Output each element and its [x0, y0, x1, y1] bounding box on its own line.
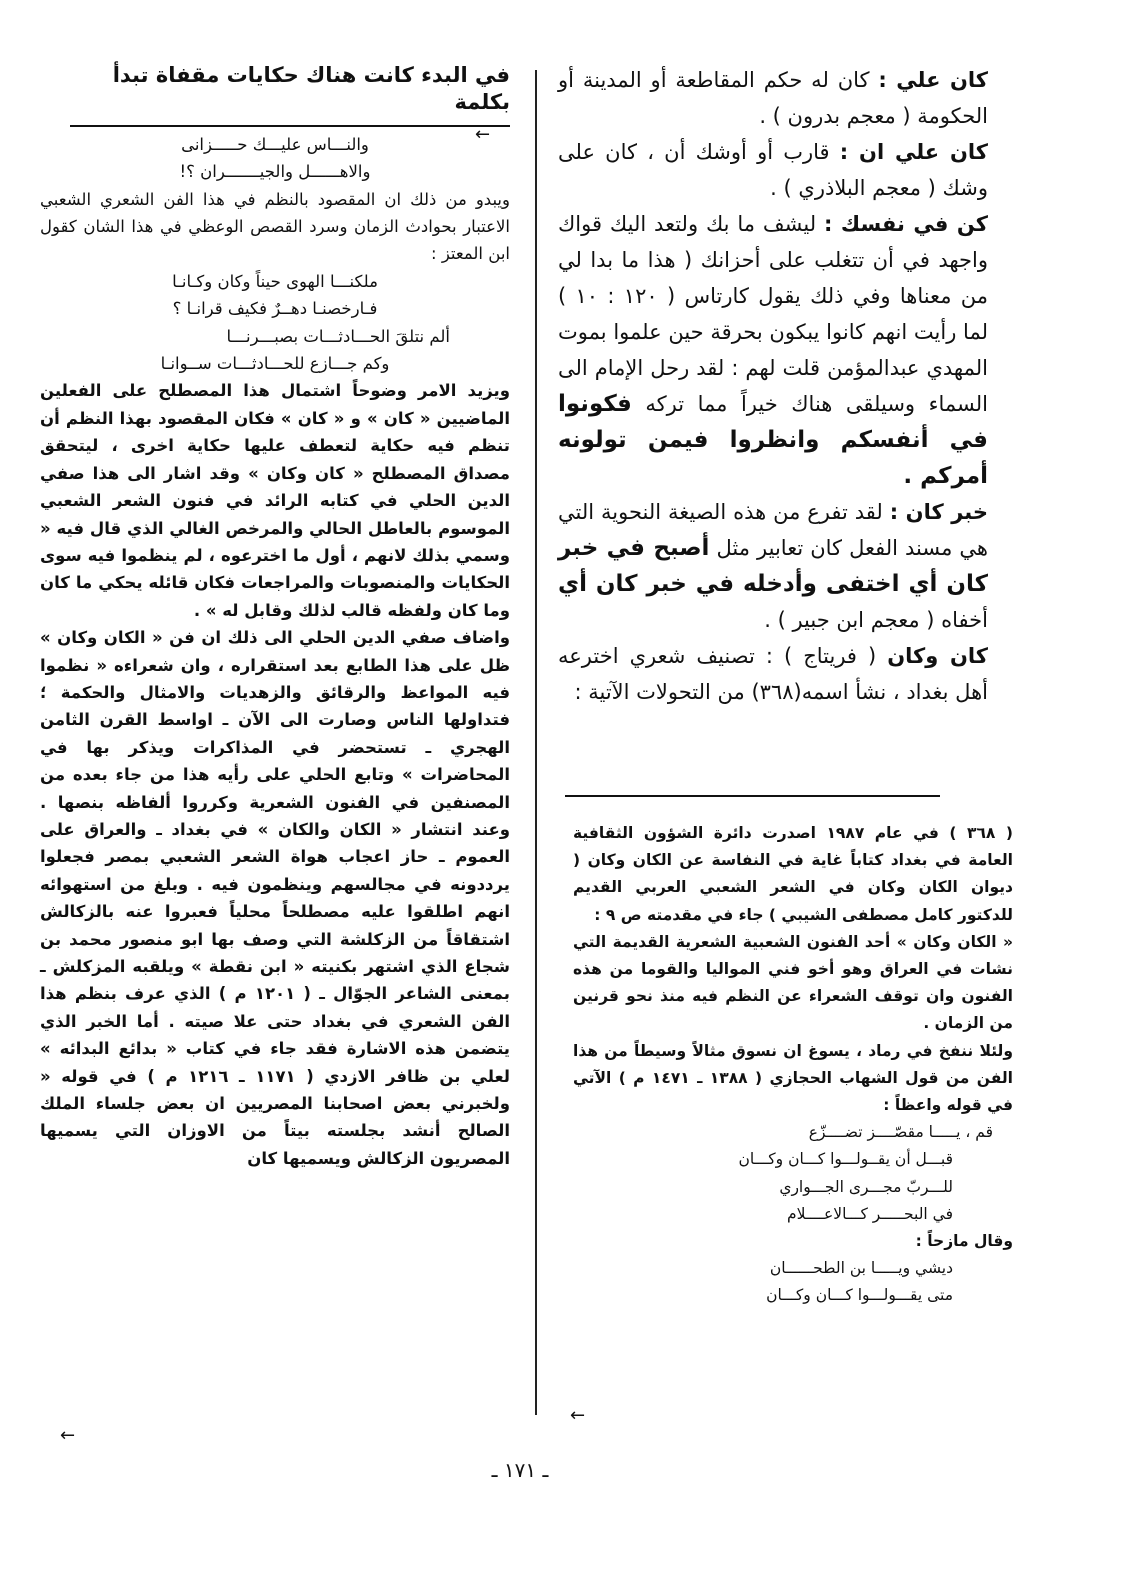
body-paragraph: واضاف صفي الدين الحلي الى ذلك ان فن « الكان وكان » ظل على هذا الطابع بعد استقراره ، وان شعراءه « نظموا فيه المواعظ والرقائق والزهديات والامثال والحكمة ؛ فتداولها الناس وصارت الى الآن ـ اواسط القرن الثامن الهجري ـ تستحضر في المذاكرات ويذكر بها في المحاضرات » وتابع الحلي على رأيه هذا من جاء بعده من المصنفين في الفنون الشعرية وكرروا ألفاظه بنصها . وعند انتشار « الكان والكان » في بغداد ـ والعراق على العموم ـ حاز اعجاب هواة الشعر الشعبي بمصر فجعلوا يرددونه في مجالسهم وينظمون فيه . وبلغ من استهوائه انهم اطلقوا عليه مصطلحاً محلياً فعبروا عنه بالزكالش اشتقاقاً من الزكلشة التي وصف بها ابو منصور محمد بن شجاع الذي اشتهر بكنيته « ابن نقطة » ويلقبه المزكلش ـ بمعنى الشاعر الجوّال ـ ( ١٢٠١ م ) الذي عرف بنظم هذا الفن الشعري في بغداد حتى علا صيته . أما الخبر الذي يتضمن هذه الاشارة فقد جاء في كتاب « بدائع البدائه » لعلي بن ظافر الازدي ( ١١٧١ ـ ١٢١٦ م ) في قوله « ولخبرني بعض اصحابنا المصريين ان بعض جلساء الملك الصالح أنشد بجلسته بيتاً من الاوزان التي يسميها المصريون الزكالش ويسميها كان [40, 628, 510, 1168]
footnote-verse: قم ، يـــــا مقصّــــز تضــــزّع [808, 1123, 993, 1142]
footnote-paragraph: ( ٣٦٨ ) في عام ١٩٨٧ اصدرت دائرة الشؤون الثقافية العامة في بغداد كتاباً غاية في النفاسة عن الكان وكان ( ديوان الكان وكان في الشعر الشعبي العربي القديم للدكتور كامل مصطفى الشيبي ) جاء في مقدمته ص ٩ : [573, 824, 1013, 924]
column-divider [535, 70, 537, 1415]
right-column [558, 62, 988, 710]
paragraph-kan-ala: كان علي : كان له حكم المقاطعة أو المدينة أو الحكومة ( معجم بدرون ) . [558, 68, 988, 128]
verse-line: والاهــــــل والجيـــــــران ؟! [179, 162, 371, 182]
footnote-verse: ديشي ويـــــا بن الطحــــــان [769, 1259, 953, 1278]
verse-line: وكم جـــازع للحـــادثـــات ســوانـا [160, 354, 390, 374]
paragraph-kan-ala-an: كان علي ان : قارب أو أوشك أن ، كان على وشك ( معجم البلاذري ) . [558, 140, 988, 200]
footnote [573, 820, 1013, 1310]
body-paragraph: ويبدو من ذلك ان المقصود بالنظم في هذا الفن الشعري الشعبي الاعتبار بحوادث الزمان وسرد القصص الوعظي في هذا الشان كقول ابن المعتز : [40, 189, 510, 264]
paragraph-kun-fi-nafsik: كن في نفسك : ليشف ما بك ولتعد اليك قواك واجهد في أن تتغلب على أحزانك ( هذا ما بدا لي من معناها وفي ذلك يقول كارتاس ( ١٢٠ : ١٠ ) لما رأيت انهم كانوا يبكون بحرقة حين علموا بموت المهدي عبدالمؤمن قلت لهم : لقد رحل الإمام الى السماء وسيلقى هناك خيراً مما تركه فكونوا في أنفسكم وانظروا فيمن تولونه أمركم . [558, 212, 988, 489]
page-number: ـ ١٧١ ـ [491, 1458, 549, 1482]
running-head: في البدء كانت هناك حكايات مقفاة تبدأ بكلمة [70, 62, 510, 127]
footnote-rule [565, 795, 940, 797]
footnote-verse: في البحـــــر كـــالاعــــلام [787, 1204, 953, 1223]
verse-line: فـارخصنـا دهــرٌ فكيف قرانـا ؟ [172, 299, 378, 319]
paragraph-kan-wa-kan: كان وكان ( فريتاج ) : تصنيف شعري اخترعه أهل بغداد ، نشأ اسمه(٣٦٨) من التحولات الآتية : [558, 644, 988, 704]
footnote-verse: قبـــل أن يقــولـــوا كـــان وكـــان [738, 1150, 953, 1169]
footnote-paragraph: وقال مازحاً : [915, 1232, 1013, 1251]
verse-line: والنـــاس عليـــك حـــــزانى [181, 134, 369, 154]
footnote-verse: للـــربّ مجـــرى الجـــواري [779, 1177, 953, 1196]
continuation-arrow-icon: ← [60, 1425, 76, 1446]
continuation-arrow-icon: ← [570, 1405, 586, 1426]
footnote-paragraph: « الكان وكان » أحد الفنون الشعبية الشعرية القديمة التي نشات في العراق وهو أخو فني المواليا والقوما من هذه الفنون وان توقف الشعراء عن النظم فيه منذ نحو قرنين من الزمان . [573, 932, 1013, 1033]
paragraph-khabar-kan: خبر كان : لقد تفرع من هذه الصيغة النحوية التي هي مسند الفعل كان تعابير مثل أصبح في خبر كان أي اختفى وأدخله في خبر كان أي أخفاه ( معجم ابن جبير ) . [558, 500, 988, 632]
verse-line: ملكنـــا الهوى حيناً وكان وكـانـا [172, 271, 378, 291]
verse-line: ألم نتلقَ الحـــادثـــات بصبـــرنـــا [226, 326, 450, 346]
body-paragraph: ويزيد الامر وضوحاً اشتمال هذا المصطلح على الفعلين الماضيين « كان » و « كان » فكان المقصود بهذا النظم أن تنظم فيه حكاية لتعطف عليها حكاية اخرى ، ليتحقق مصداق المصطلح « كان وكان » وقد اشار الى هذا صفي الدين الحلي في كتابه الرائد في فنون الشعر الشعبي الموسوم بالعاطل الحالي والمرخص الغالي الذي قال فيه « وسمي بذلك لانهم ، أول ما اخترعوه ، لم ينظموا فيه سوى الحكايات والمنصوبات والمراجعات فكان قائله يحكي ما كان وما كان ولفظه قالب لذلك وقابل له » . [40, 381, 510, 620]
continuation-arrow-icon: ← [475, 124, 491, 145]
footnote-verse: متى يقـــولـــوا كـــان وكـــان [766, 1286, 953, 1305]
footnote-paragraph: ولئلا ننفخ في رماد ، يسوغ ان نسوق مثالاً وسيطاً من هذا الفن من قول الشهاب الحجازي ( ١٣٨٨ ـ ١٤٧١ م ) الآتي في قوله واعظاً : [573, 1041, 1013, 1115]
left-column [40, 62, 510, 1172]
